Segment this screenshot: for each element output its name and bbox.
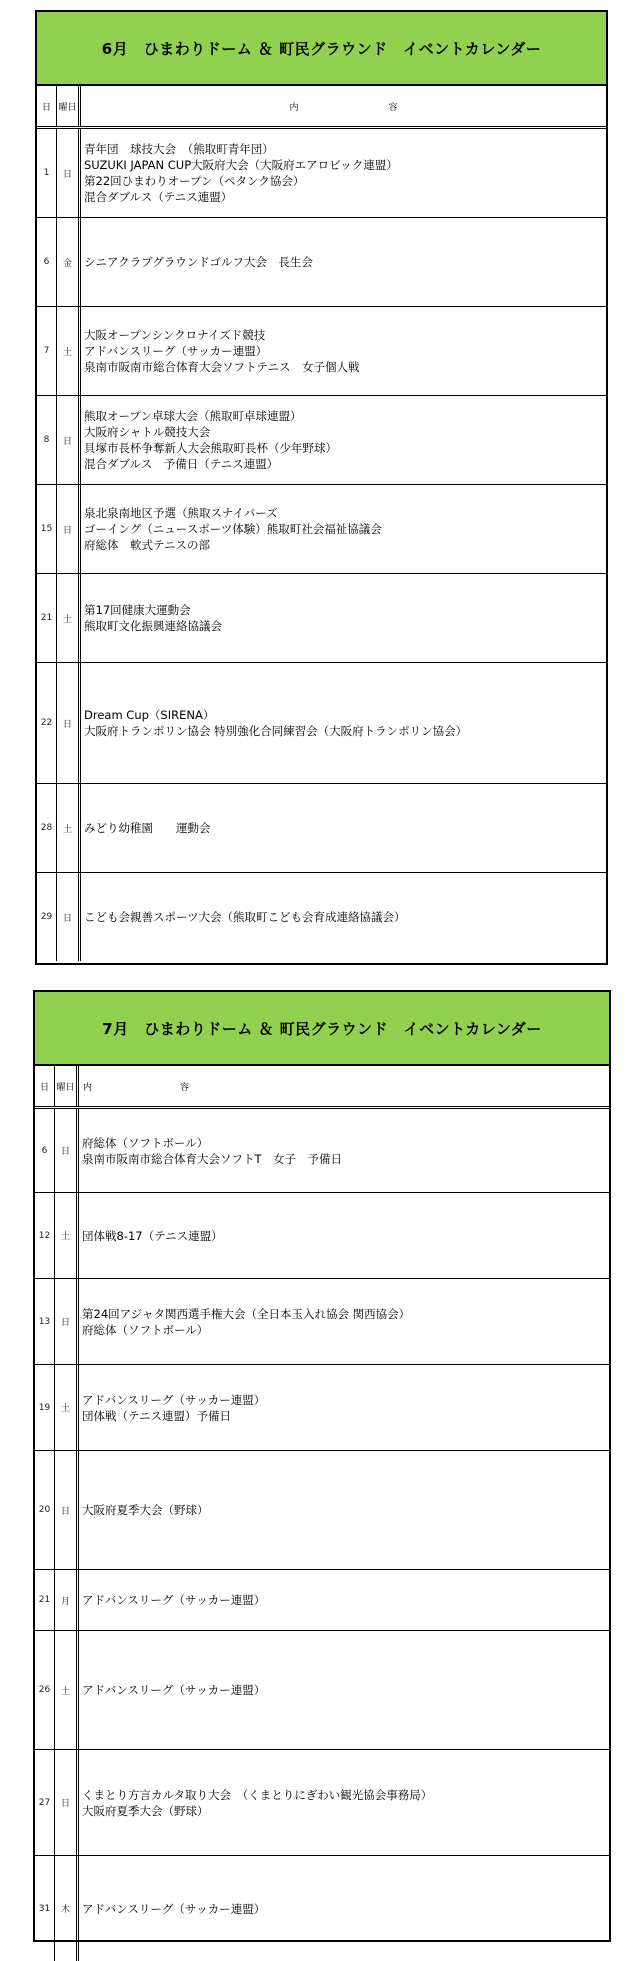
header-weekday: 曜日	[57, 86, 81, 126]
table-row	[37, 396, 606, 485]
table-row	[35, 1570, 609, 1631]
event-line: ゴーイング（ニュースポーツ体験）熊取町社会福祉協議会	[84, 522, 382, 536]
content-cell	[79, 1631, 609, 1749]
header-content	[79, 1066, 609, 1106]
event-line: 大阪府トランポリン協会 特別強化合同練習会（大阪府トランポリン協会）	[84, 724, 468, 738]
weekday-cell: 金	[57, 218, 81, 306]
event-line: 混合ダブルス 予備日（テニス連盟）	[84, 457, 279, 471]
event-line: 団体戦（テニス連盟）予備日	[82, 1408, 232, 1423]
day-cell: 21	[35, 1570, 55, 1630]
weekday-cell: 日	[55, 1451, 79, 1569]
event-line: SUZUKI JAPAN CUP大阪府大会（大阪府エアロビック連盟）	[84, 158, 398, 172]
event-line: 熊取オープン卓球大会（熊取町卓球連盟）	[84, 409, 302, 423]
header-content	[81, 86, 606, 126]
event-line: 団体戦8-17（テニス連盟）	[82, 1228, 223, 1243]
table-row	[37, 485, 606, 574]
header-day: 日	[37, 86, 57, 126]
event-line: アドバンスリーグ（サッカー連盟）	[82, 1901, 266, 1916]
weekday-cell: 土	[57, 574, 81, 662]
event-line: 大阪オープンシンクロナイズド競技	[84, 328, 266, 342]
day-cell: 7	[37, 307, 57, 395]
content-cell	[81, 784, 606, 872]
table-header	[37, 86, 606, 129]
event-line: 大阪府夏季大会（野球）	[82, 1503, 209, 1517]
event-rows	[35, 1109, 609, 1961]
event-line: 泉南市阪南市総合体育大会ソフトT 女子 予備日	[82, 1151, 343, 1166]
header-content-label-2: 容	[388, 102, 398, 113]
table-row	[35, 1279, 609, 1365]
weekday-cell: 日	[57, 873, 81, 961]
event-line: アドバンスリーグ（サッカー連盟）	[84, 344, 268, 358]
event-line: 第22回ひまわりオープン（ペタンク協会）	[84, 174, 305, 188]
event-line: 泉南市阪南市総合体育大会ソフトテニス 女子個人戦	[84, 360, 360, 374]
weekday-cell: 日	[55, 1109, 79, 1192]
table-row	[35, 1365, 609, 1451]
header-content-label-1: 内	[289, 102, 299, 113]
table-row	[37, 663, 606, 784]
july-calendar	[33, 990, 611, 1942]
table-row	[37, 129, 606, 218]
event-line: 大阪府シャトル競技大会	[84, 425, 211, 439]
weekday-cell: 土	[55, 1365, 79, 1450]
content-cell	[81, 574, 606, 662]
content-cell	[79, 1109, 609, 1192]
day-cell: 19	[35, 1365, 55, 1450]
table-row	[35, 1451, 609, 1570]
calendar-title: 7月 ひまわりドーム ＆ 町民グラウンド イベントカレンダー	[35, 992, 609, 1066]
day-cell: 6	[37, 218, 57, 306]
table-row	[35, 1750, 609, 1856]
content-cell	[79, 1750, 609, 1855]
table-header	[35, 1066, 609, 1109]
header-day: 日	[35, 1066, 55, 1106]
table-row	[35, 1631, 609, 1750]
event-line: アドバンスリーグ（サッカー連盟）	[82, 1593, 266, 1607]
content-cell	[81, 129, 606, 217]
weekday-cell: 土	[57, 307, 81, 395]
day-cell: 15	[37, 485, 57, 573]
event-line: 貝塚市長杯争奪新人大会熊取町長杯（少年野球）	[84, 441, 337, 455]
weekday-cell: 日	[55, 1750, 79, 1855]
day-cell: 29	[37, 873, 57, 961]
header-content-label-2: 容	[180, 1082, 190, 1093]
content-cell	[81, 485, 606, 573]
day-cell: 21	[37, 574, 57, 662]
weekday-cell: 土	[55, 1193, 79, 1278]
day-cell: 12	[35, 1193, 55, 1278]
event-line: 泉北泉南地区予選（熊取スナイパーズ	[84, 506, 278, 520]
event-line: 青年団 球技大会 （熊取町青年団）	[84, 142, 274, 156]
content-cell	[81, 873, 606, 961]
content-cell	[81, 663, 606, 783]
weekday-cell: 木	[55, 1856, 79, 1961]
weekday-cell: 日	[57, 485, 81, 573]
content-cell	[79, 1451, 609, 1569]
event-line: 熊取町文化振興連絡協議会	[84, 619, 222, 633]
event-line: アドバンスリーグ（サッカー連盟）	[82, 1392, 266, 1407]
day-cell: 8	[37, 396, 57, 484]
weekday-cell: 日	[57, 663, 81, 783]
header-content-label-1: 内	[83, 1082, 93, 1093]
day-cell: 20	[35, 1451, 55, 1569]
table-row	[37, 873, 606, 961]
day-cell: 27	[35, 1750, 55, 1855]
event-line: 混合ダブルス（テニス連盟）	[84, 190, 233, 204]
event-line: こども会親善スポーツ大会（熊取町こども会育成連絡協議会）	[84, 910, 406, 924]
content-cell	[79, 1570, 609, 1630]
event-line: シニアクラブグラウンドゴルフ大会 長生会	[84, 255, 313, 269]
day-cell: 22	[37, 663, 57, 783]
content-cell	[79, 1365, 609, 1450]
event-line: 大阪府夏季大会（野球）	[82, 1803, 209, 1818]
weekday-cell: 日	[55, 1279, 79, 1364]
content-cell	[81, 396, 606, 484]
table-row	[37, 218, 606, 307]
table-row	[37, 307, 606, 396]
event-line: 府総体（ソフトボール）	[82, 1135, 209, 1150]
event-rows	[37, 129, 606, 961]
day-cell: 13	[35, 1279, 55, 1364]
content-cell	[79, 1279, 609, 1364]
table-row	[35, 1109, 609, 1193]
table-row	[37, 574, 606, 663]
day-cell: 28	[37, 784, 57, 872]
event-line: 第24回アジャタ関西選手権大会（全日本玉入れ協会 関西協会）	[82, 1306, 411, 1321]
table-row	[37, 784, 606, 873]
event-line: くまとり方言カルタ取り大会 （くまとりにぎわい観光協会事務局）	[82, 1787, 433, 1802]
weekday-cell: 月	[55, 1570, 79, 1630]
calendar-title: 6月 ひまわりドーム ＆ 町民グラウンド イベントカレンダー	[37, 12, 606, 86]
header-weekday: 曜日	[55, 1066, 79, 1106]
content-cell	[81, 307, 606, 395]
content-cell	[79, 1193, 609, 1278]
weekday-cell: 日	[57, 396, 81, 484]
day-cell: 1	[37, 129, 57, 217]
table-row	[35, 1193, 609, 1279]
event-line: 府総体 軟式テニスの部	[84, 538, 211, 552]
day-cell: 6	[35, 1109, 55, 1192]
event-line: みどり幼稚園 運動会	[84, 821, 211, 835]
weekday-cell: 日	[57, 129, 81, 217]
event-line: 府総体（ソフトボール）	[82, 1322, 209, 1337]
weekday-cell: 土	[57, 784, 81, 872]
table-row	[35, 1856, 609, 1961]
content-cell	[81, 218, 606, 306]
event-line: アドバンスリーグ（サッカー連盟）	[82, 1683, 266, 1697]
content-cell	[79, 1856, 609, 1961]
june-calendar	[35, 10, 608, 965]
event-line: 第17回健康大運動会	[84, 603, 191, 617]
weekday-cell: 土	[55, 1631, 79, 1749]
day-cell: 26	[35, 1631, 55, 1749]
day-cell: 31	[35, 1856, 55, 1961]
event-line: Dream Cup（SIRENA）	[84, 708, 215, 722]
